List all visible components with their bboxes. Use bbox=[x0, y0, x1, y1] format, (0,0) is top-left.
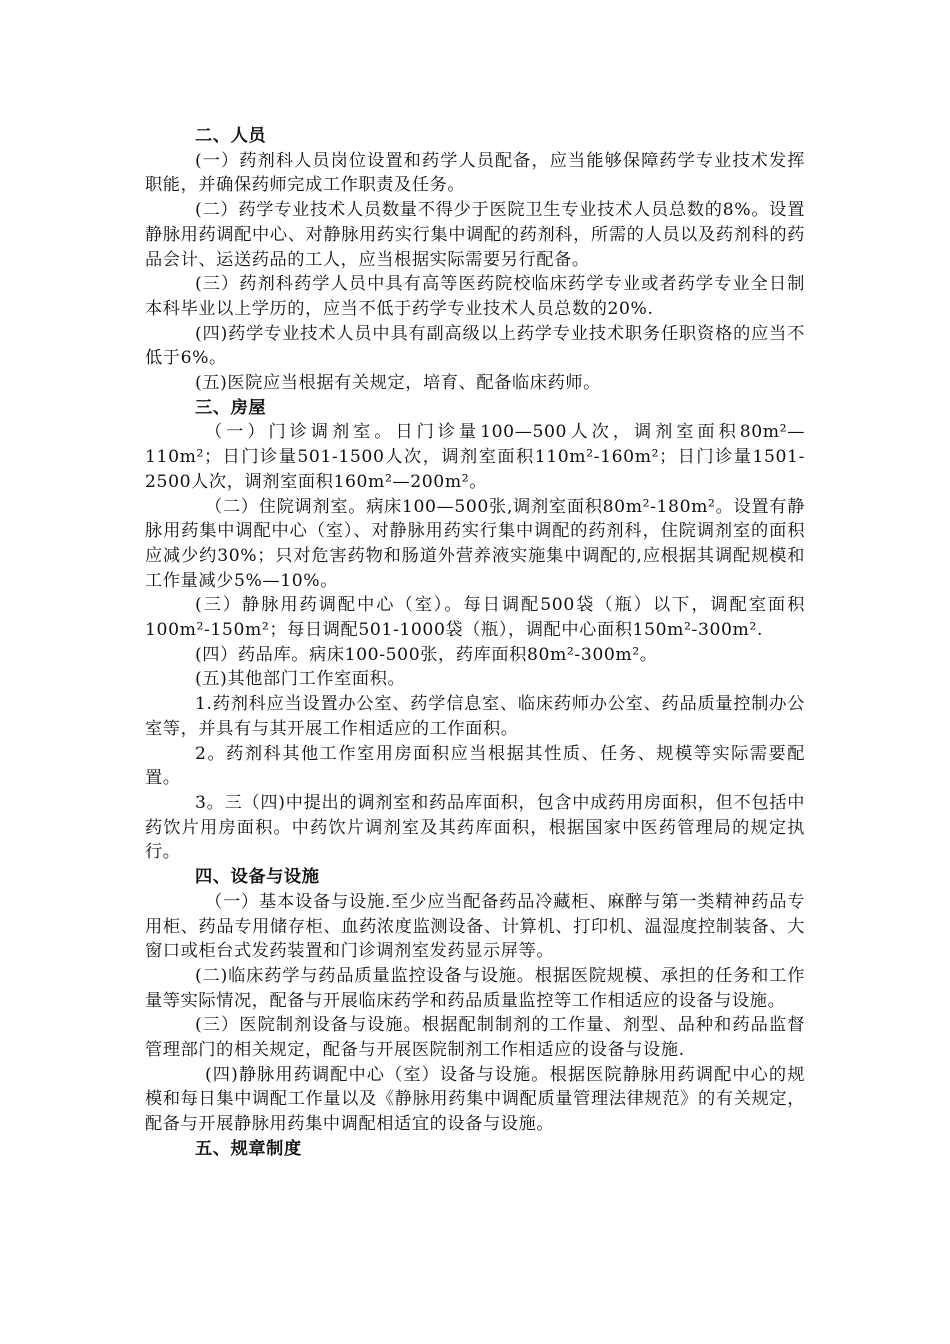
body-paragraph: (五)医院应当根据有关规定，培育、配备临床药师。 bbox=[195, 373, 601, 394]
section-heading: 二、人员 bbox=[195, 126, 267, 146]
body-paragraph: (二）药学专业技术人员数量不得少于医院卫生专业技术人员总数的8%。设置静脉用药调配中心、对静脉用药实行集中调配的药剂科，所需的人员以及药剂科的药品会计、运送药品的工人，应当根据实际需要另行配备。 bbox=[145, 200, 805, 270]
body-paragraph: (一）药剂科人员岗位设置和药学人员配备，应当能够保障药学专业技术发挥职能，并确保药师完成工作职责及任务。 bbox=[145, 150, 805, 196]
body-paragraph: （一）基本设备与设施.至少应当配备药品冷藏柜、麻醉与第一类精神药品专用柜、药品专用储存柜、血药浓度监测设备、计算机、打印机、温湿度控制装备、大窗口或柜台式发药装置和门诊调剂室发药显示屏等。 bbox=[145, 891, 805, 962]
body-paragraph: (四)静脉用药调配中心（室）设备与设施。根据医院静脉用药调配中心的规模和每日集中调配工作量以及《静脉用药集中调配质量管理法律规范》的有关规定，配备与开展静脉用药集中调配相适宜的设备与设施。 bbox=[145, 1064, 805, 1135]
body-paragraph: (二)临床药学与药品质量监控设备与设施。根据医院规模、承担的任务和工作量等实际情况，配备与开展临床药学和药品质量监控等工作相适应的设备与设施。 bbox=[145, 965, 805, 1011]
body-paragraph: 1.药剂科应当设置办公室、药学信息室、临床药师办公室、药品质量控制办公室等，并具有与其开展工作相适应的工作面积。 bbox=[145, 694, 805, 739]
section-heading: 四、设备与设施 bbox=[195, 867, 320, 888]
body-paragraph: (四)药学专业技术人员中具有副高级以上药学专业技术职务任职资格的应当不低于6%。 bbox=[145, 323, 805, 369]
body-paragraph: （一）门诊调剂室。日门诊量100—500人次，调剂室面积80m²—110m²；日门诊量501-1500人次，调剂室面积110m²-160m²；日门诊量1501-2500人次，调剂室面积160m²—200m²。 bbox=[145, 422, 805, 492]
section-heading: 三、房屋 bbox=[195, 397, 267, 418]
body-paragraph: (五)其他部门工作室面积。 bbox=[195, 669, 406, 690]
body-paragraph: 2。药剂科其他工作室用房面积应当根据其性质、任务、规模等实际需要配置。 bbox=[145, 743, 805, 789]
document-body bbox=[145, 124, 805, 1162]
body-paragraph: (四）药品库。病床100-500张，药库面积80m²-300m²。 bbox=[195, 644, 658, 665]
body-paragraph: （二）住院调剂室。病床100—500张,调剂室面积80m²-180m²。设置有静脉用药集中调配中心（室）、对静脉用药实行集中调配的药剂科，住院调剂室的面积应减少约30%；只对危害药物和肠道外营养液实施集中调配的,应根据其调配规模和工作量减少5%—10%。 bbox=[145, 496, 805, 591]
section-heading: 五、规章制度 bbox=[195, 1138, 302, 1159]
body-paragraph: (三）静脉用药调配中心（室）。每日调配500袋（瓶）以下，调配室面积100m²-150m²；每日调配501-1000袋（瓶），调配中心面积150m²-300m². bbox=[145, 595, 805, 641]
body-paragraph: (三）医院制剂设备与设施。根据配制制剂的工作量、剂型、品种和药品监督管理部门的相关规定，配备与开展医院制剂工作相适应的设备与设施. bbox=[145, 1015, 805, 1061]
body-paragraph: 3。三（四)中提出的调剂室和药品库面积，包含中成药用房面积，但不包括中药饮片用房面积。中药饮片调剂室及其药库面积，根据国家中医药管理局的规定执行。 bbox=[145, 792, 805, 863]
body-paragraph: (三）药剂科药学人员中具有高等医药院校临床药学专业或者药学专业全日制本科毕业以上学历的，应当不低于药学专业技术人员总数的20%. bbox=[145, 274, 805, 319]
